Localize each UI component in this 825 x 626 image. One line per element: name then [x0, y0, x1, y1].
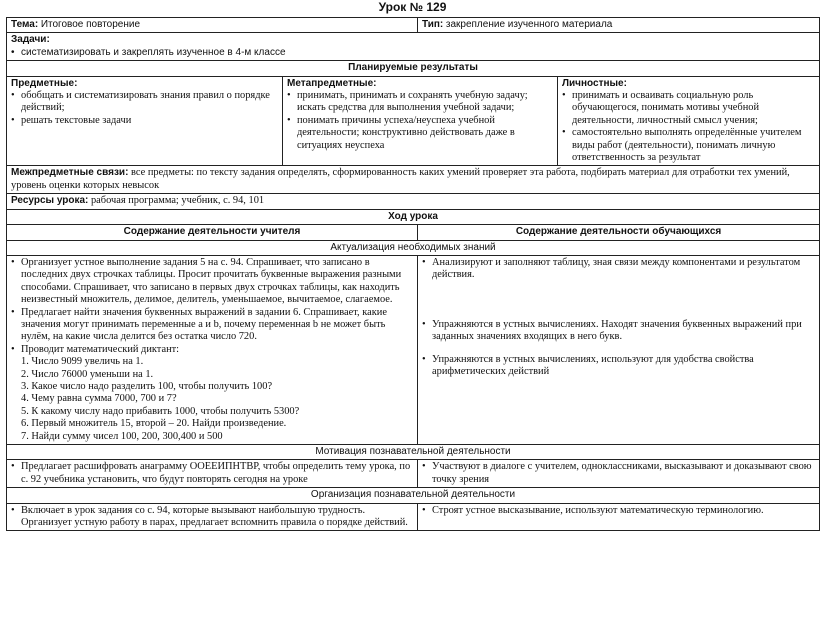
personal-result-item: • принимать и осваивать социальную роль обучающегося, понимать мотивы учебной деятельности, личностный смысл учения; — [562, 90, 815, 127]
student-activity-item: • Упражняются в устных вычислениях. Находят значения буквенных выражений при заданных значениях входящих в него букв. — [422, 319, 815, 344]
meta-result-item: • понимать причины успеха/неуспеха учебной деятельности; конструктивно действовать даже в ситуациях неуспеха — [287, 115, 553, 152]
lesson-plan-table — [6, 17, 820, 531]
type-value: закрепление изученного материала — [445, 19, 613, 30]
student-column-heading: Содержание деятельности обучающихся — [418, 225, 820, 240]
personal-results-label: Личностные: — [562, 77, 627, 89]
stage-student-cell — [418, 460, 820, 488]
dictation-list — [11, 356, 413, 443]
stage-teacher-cell — [7, 503, 418, 531]
page-title: Урок № 129 — [378, 0, 447, 14]
stage-title: Мотивация познавательной деятельности — [7, 445, 820, 460]
tasks-cell — [7, 33, 820, 61]
dictation-item: 3. Какое число надо разделить 100, чтобы получить 100? — [21, 380, 273, 392]
dictation-item: 6. Первый множитель 15, второй – 20. Найди произведение. — [21, 418, 287, 430]
student-activity-item: • Участвуют в диалоге с учителем, одноклассниками, высказывают и доказывают свою точку зрения — [422, 461, 815, 486]
topic-cell — [7, 18, 418, 33]
dictation-item: 2. Число 76000 уменьши на 1. — [21, 368, 154, 380]
subject-results-cell — [7, 76, 283, 166]
meta-results-label: Метапредметные: — [287, 77, 377, 89]
student-activity-item: • Упражняются в устных вычислениях, используют для удобства свойства арифметических действий — [422, 354, 815, 379]
tasks-label: Задачи: — [11, 34, 50, 46]
subject-result-item: • решать текстовые задачи — [11, 115, 278, 127]
dictation-item: 4. Чему равна сумма 7000, 700 и 7? — [21, 393, 177, 405]
task-item: • систематизировать и закреплять изученное в 4-м классе — [11, 47, 815, 59]
teacher-activity-item: • Включает в урок задания со с. 94, которые вызывают наибольшую трудность. Организует устную работу в парах, предлагает вспомнить правила о порядке действий. — [11, 505, 413, 530]
dictation-item: 5. К какому числу надо прибавить 1000, чтобы получить 5300? — [21, 405, 300, 417]
subject-result-item: • обобщать и систематизировать знания правил о порядке действий; — [11, 90, 278, 115]
interdisciplinary-value: все предметы: по тексту задания определять, сформированность каких умений проверяет эта работа, подбирать материал для отработки тех умений, уровень оценки которых невысок — [11, 167, 790, 191]
student-activity-item: • Анализируют и заполняют таблицу, зная связи между компонентами и результатом действия. — [422, 257, 815, 282]
teacher-activity-item: • Предлагает расшифровать анаграмму ООЕЕИПНТВР, чтобы определить тему урока, по с. 92 учебника установить, что будут повторять сегодня на уроке — [11, 461, 413, 486]
type-cell — [418, 18, 820, 33]
resources-value: рабочая программа; учебник, с. 94, 101 — [90, 195, 265, 207]
teacher-activity-item: • Организует устное выполнение задания 5 на с. 94. Спрашивает, что записано в последних двух строчках таблицы. Просит прочитать буквенные выражения разными способами. Спрашивает, что записано в первых двух строчках таблицы, как находить неизвестный множитель, делимое, делитель, уменьшаемое, вычитаемое, слагаемое. — [11, 257, 413, 307]
resources-label: Ресурсы урока: — [11, 195, 89, 207]
topic-label: Тема: — [11, 19, 39, 30]
stage-title: Организация познавательной деятельности — [7, 488, 820, 503]
dictation-item: 1. Число 9099 увеличь на 1. — [21, 356, 144, 368]
type-label: Тип: — [422, 19, 444, 30]
teacher-activity-item: • Предлагает найти значения буквенных выражений в задании 6. Спрашивает, какие значения могут принимать переменные a и b, почему переменная b не может быть нулём, на какие числа делится без остатка число 720. — [11, 307, 413, 344]
interdisciplinary-cell — [7, 166, 820, 194]
stage-title: Актуализация необходимых знаний — [7, 240, 820, 255]
lesson-flow-heading: Ход урока — [7, 209, 820, 224]
dictation-item: 7. Найди сумму чисел 100, 200, 300,400 и 500 — [21, 430, 223, 442]
topic-value: Итоговое повторение — [40, 19, 141, 30]
meta-result-item: • принимать, принимать и сохранять учебную задачу; искать средства для выполнения учебной задачи; — [287, 90, 553, 115]
stage-student-cell — [418, 503, 820, 531]
teacher-column-heading: Содержание деятельности учителя — [7, 225, 418, 240]
stage-student-cell — [418, 255, 820, 444]
personal-result-item: • самостоятельно выполнять определённые учителем виды работ (деятельности), понимать личную ответственность за результат — [562, 127, 815, 164]
planned-results-heading: Планируемые результаты — [7, 61, 820, 76]
personal-results-cell — [558, 76, 820, 166]
teacher-activity-item: • Проводит математический диктант: — [11, 344, 413, 356]
subject-results-label: Предметные: — [11, 77, 78, 89]
meta-results-cell — [283, 76, 558, 166]
resources-cell — [7, 194, 820, 209]
stage-teacher-cell — [7, 255, 418, 444]
stage-teacher-cell — [7, 460, 418, 488]
interdisciplinary-label: Межпредметные связи: — [11, 167, 129, 179]
student-activity-item: • Строят устное высказывание, используют математическую терминологию. — [422, 505, 815, 517]
